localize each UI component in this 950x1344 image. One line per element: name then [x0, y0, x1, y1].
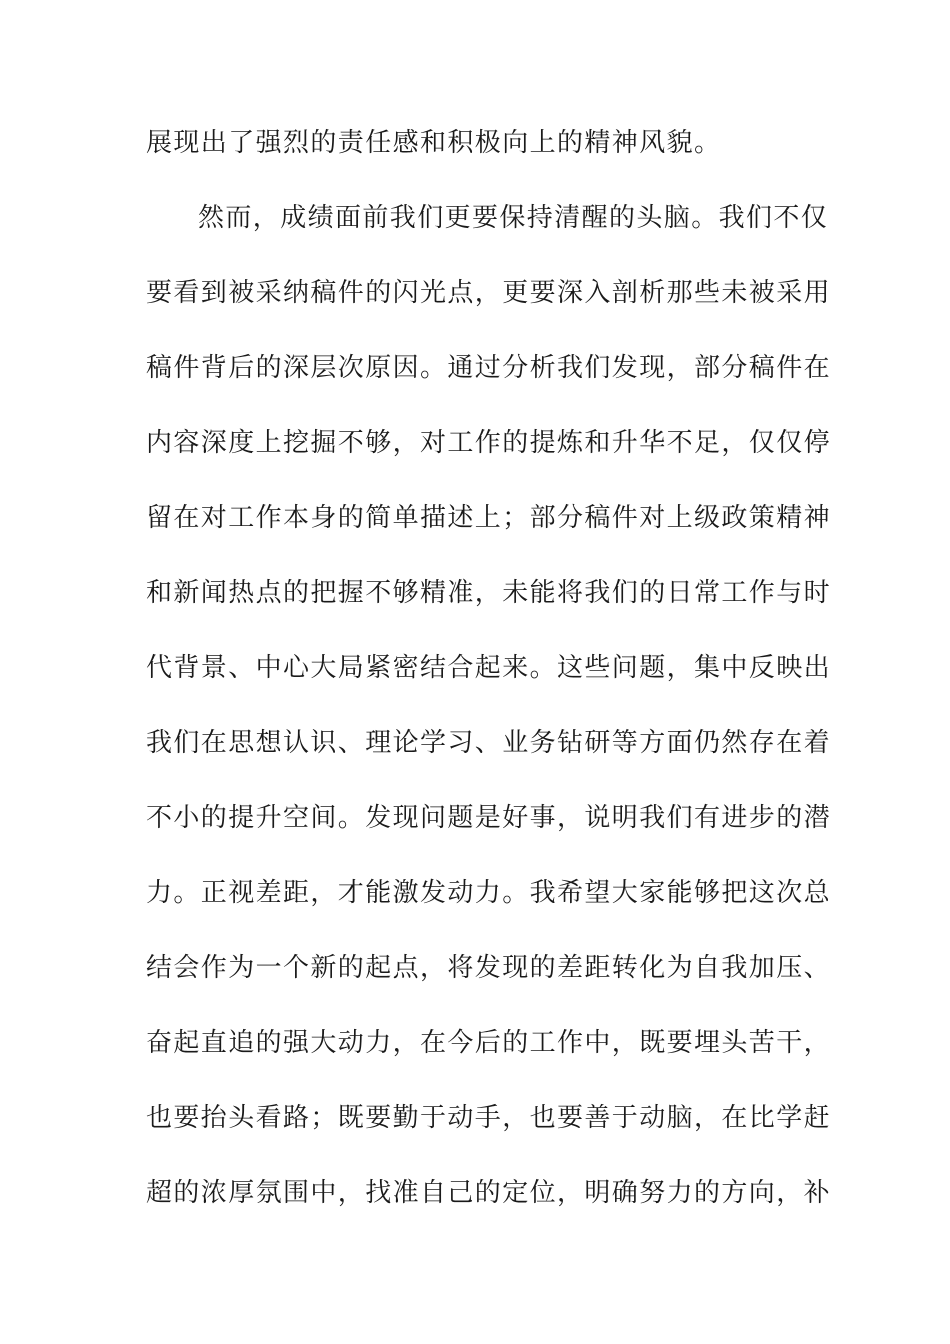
text-line: 内容深度上挖掘不够，对工作的提炼和升华不足，仅仅停 [146, 428, 832, 458]
text-line: 力。正视差距，才能激发动力。我希望大家能够把这次总 [146, 878, 832, 908]
text-line: 和新闻热点的把握不够精准，未能将我们的日常工作与时 [146, 578, 832, 608]
text-line: 代背景、中心大局紧密结合起来。这些问题，集中反映出 [146, 653, 832, 683]
text-line: 留在对工作本身的简单描述上；部分稿件对上级政策精神 [146, 503, 832, 533]
text-line: 奋起直追的强大动力，在今后的工作中，既要埋头苦干， [146, 1028, 832, 1058]
paragraph-start-line: 然而，成绩面前我们更要保持清醒的头脑。我们不仅 [198, 203, 829, 233]
text-line: 稿件背后的深层次原因。通过分析我们发现，部分稿件在 [146, 353, 832, 383]
text-line: 超的浓厚氛围中，找准自己的定位，明确努力的方向，补 [146, 1178, 832, 1208]
text-line: 我们在思想认识、理论学习、业务钻研等方面仍然存在着 [146, 728, 832, 758]
text-line: 结会作为一个新的起点，将发现的差距转化为自我加压、 [146, 953, 832, 983]
text-line: 展现出了强烈的责任感和积极向上的精神风貌。 [146, 128, 722, 158]
body-text [146, 122, 832, 1247]
text-line: 要看到被采纳稿件的闪光点，更要深入剖析那些未被采用 [146, 278, 832, 308]
text-line: 也要抬头看路；既要勤于动手，也要善于动脑，在比学赶 [146, 1103, 832, 1133]
text-line: 不小的提升空间。发现问题是好事，说明我们有进步的潜 [146, 803, 832, 833]
